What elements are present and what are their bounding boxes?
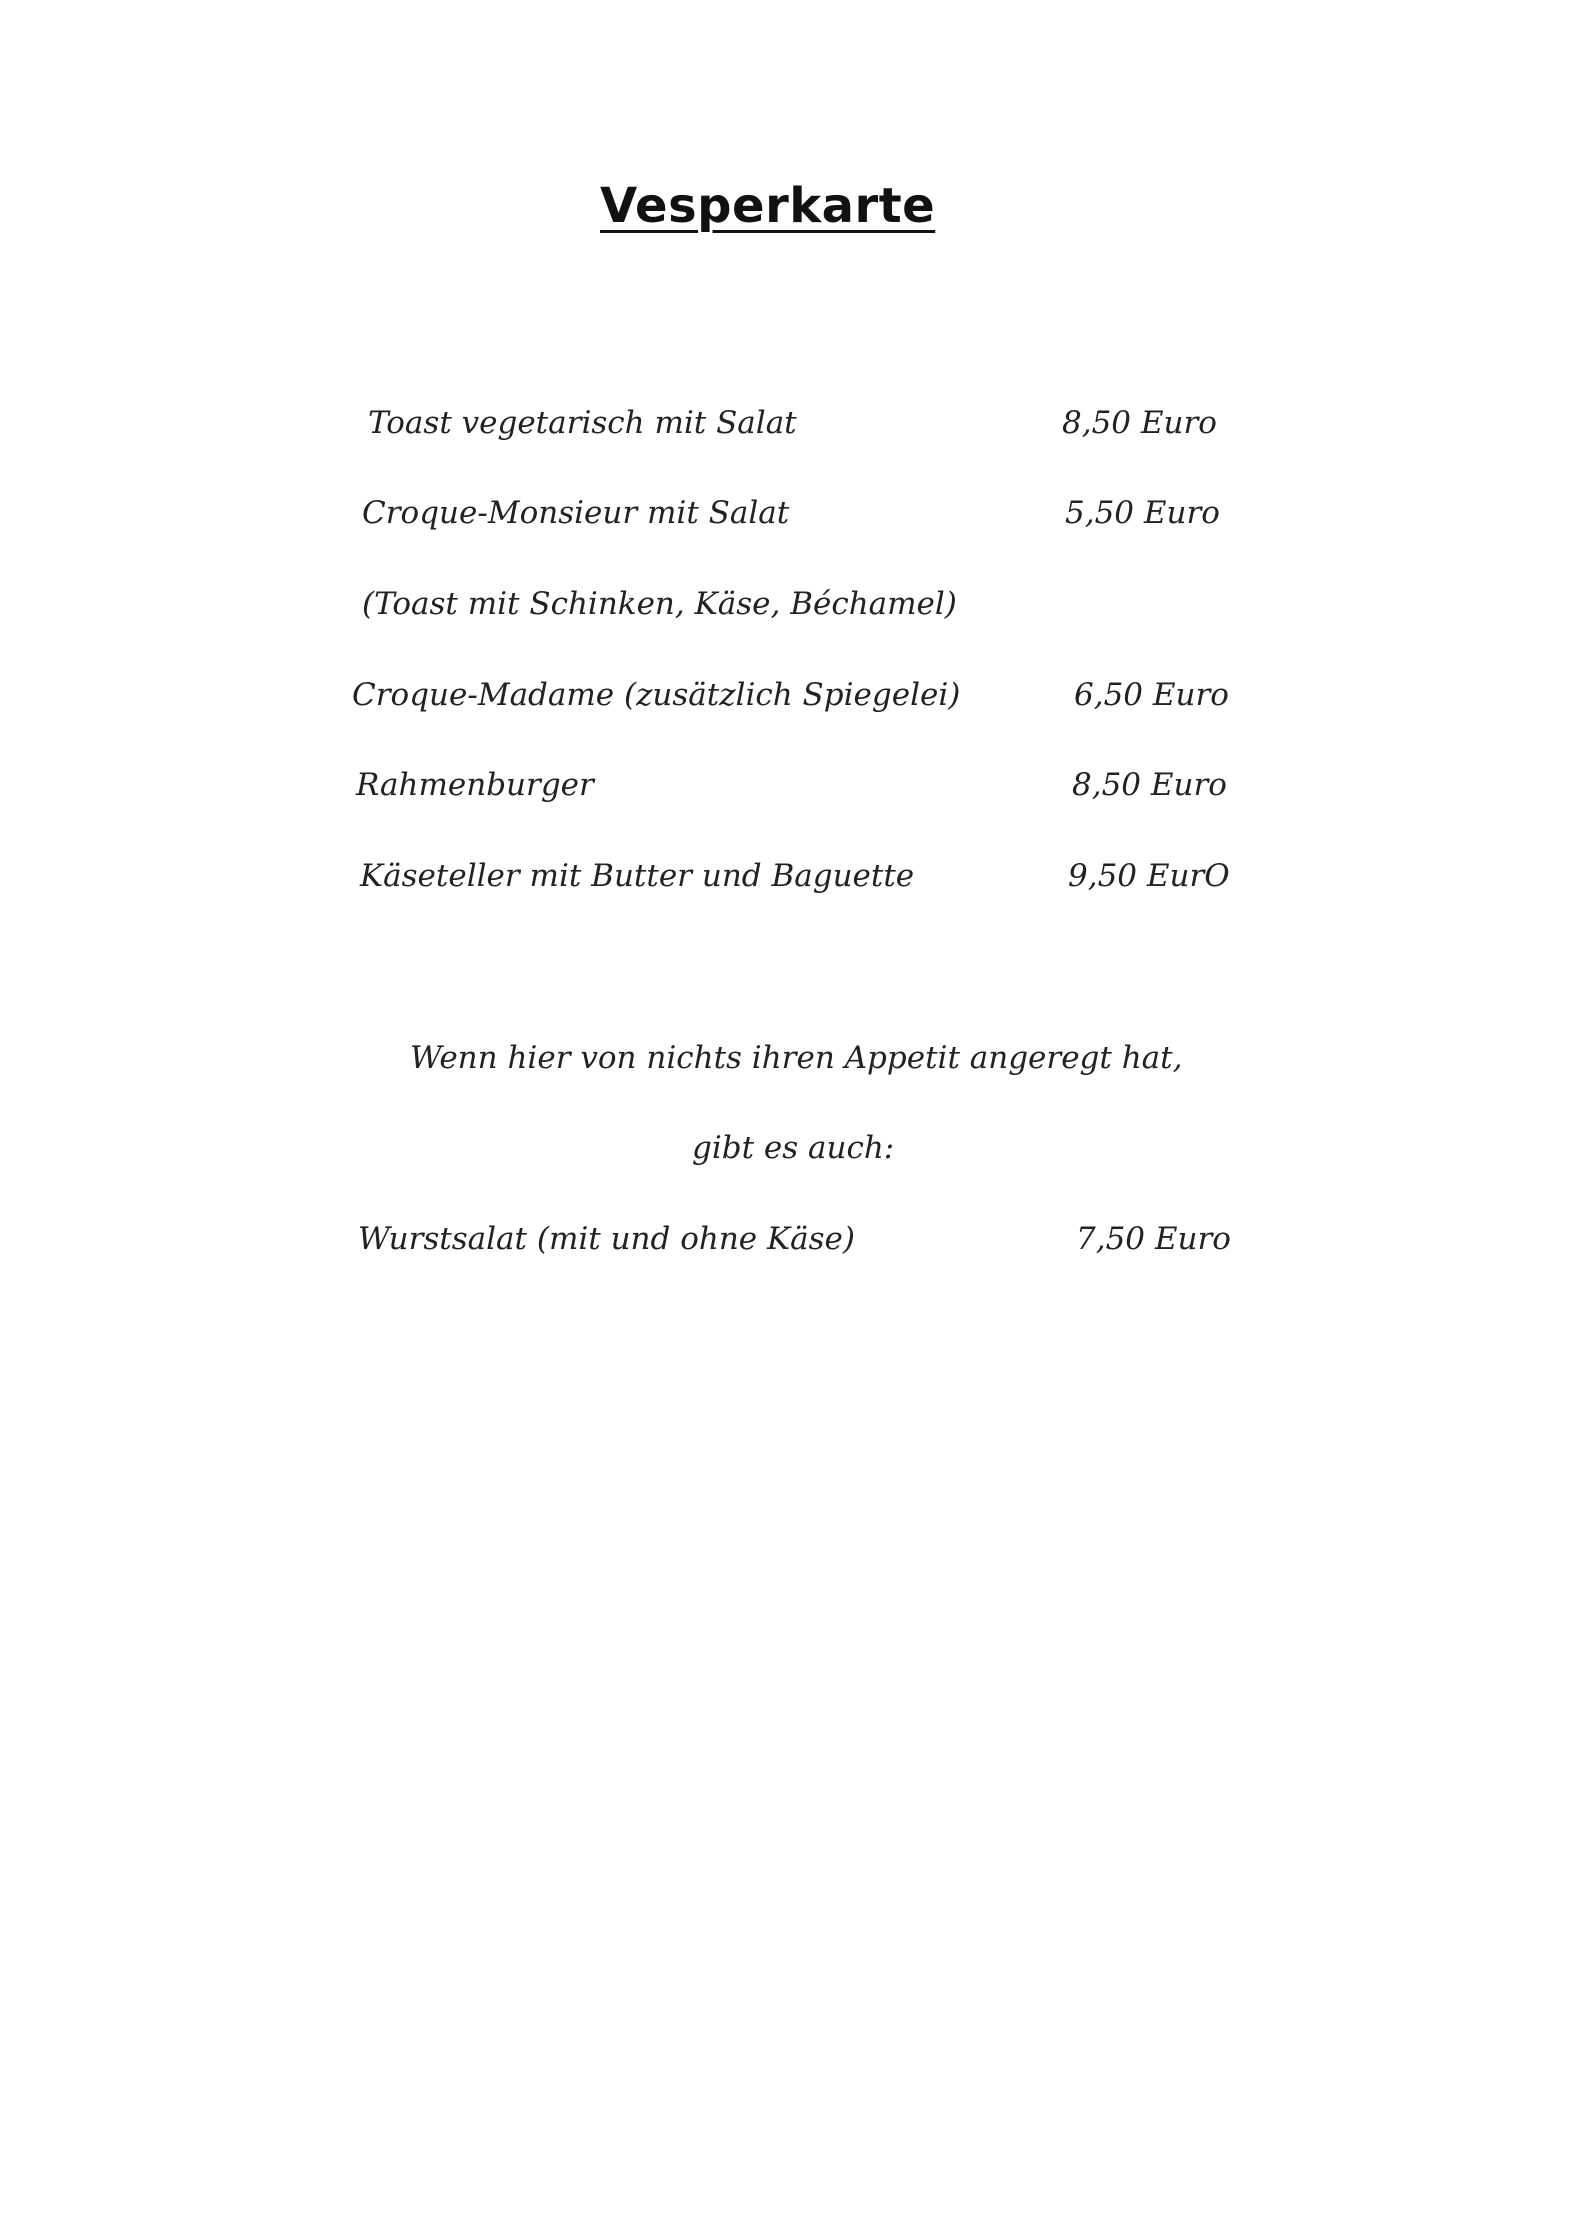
menu-item-description: (Toast mit Schinken, Käse, Béchamel) <box>362 586 957 622</box>
menu-item-name: Rahmenburger <box>356 767 594 803</box>
menu-item-name: Croque-Monsieur mit Salat <box>362 495 790 531</box>
note-line-1: Wenn hier von nichts ihren Appetit angeregt hat, <box>410 1040 1183 1076</box>
menu-item-price: 8,50 Euro <box>1062 405 1217 441</box>
page-title: Vesperkarte <box>600 178 936 234</box>
menu-item-price: 8,50 Euro <box>1072 767 1227 803</box>
menu-item-name: Käseteller mit Butter und Baguette <box>360 858 915 894</box>
menu-item-name: Toast vegetarisch mit Salat <box>368 405 797 441</box>
menu-item-price: 5,50 Euro <box>1065 495 1220 531</box>
menu-item-price: 6,50 Euro <box>1074 677 1229 713</box>
extra-item-name: Wurstsalat (mit und ohne Käse) <box>358 1221 855 1257</box>
menu-item-name: Croque-Madame (zusätzlich Spiegelei) <box>352 677 961 713</box>
menu-item-price: 9,50 EurO <box>1068 858 1230 894</box>
note-line-2: gibt es auch: <box>692 1130 895 1166</box>
extra-item-price: 7,50 Euro <box>1076 1221 1231 1257</box>
